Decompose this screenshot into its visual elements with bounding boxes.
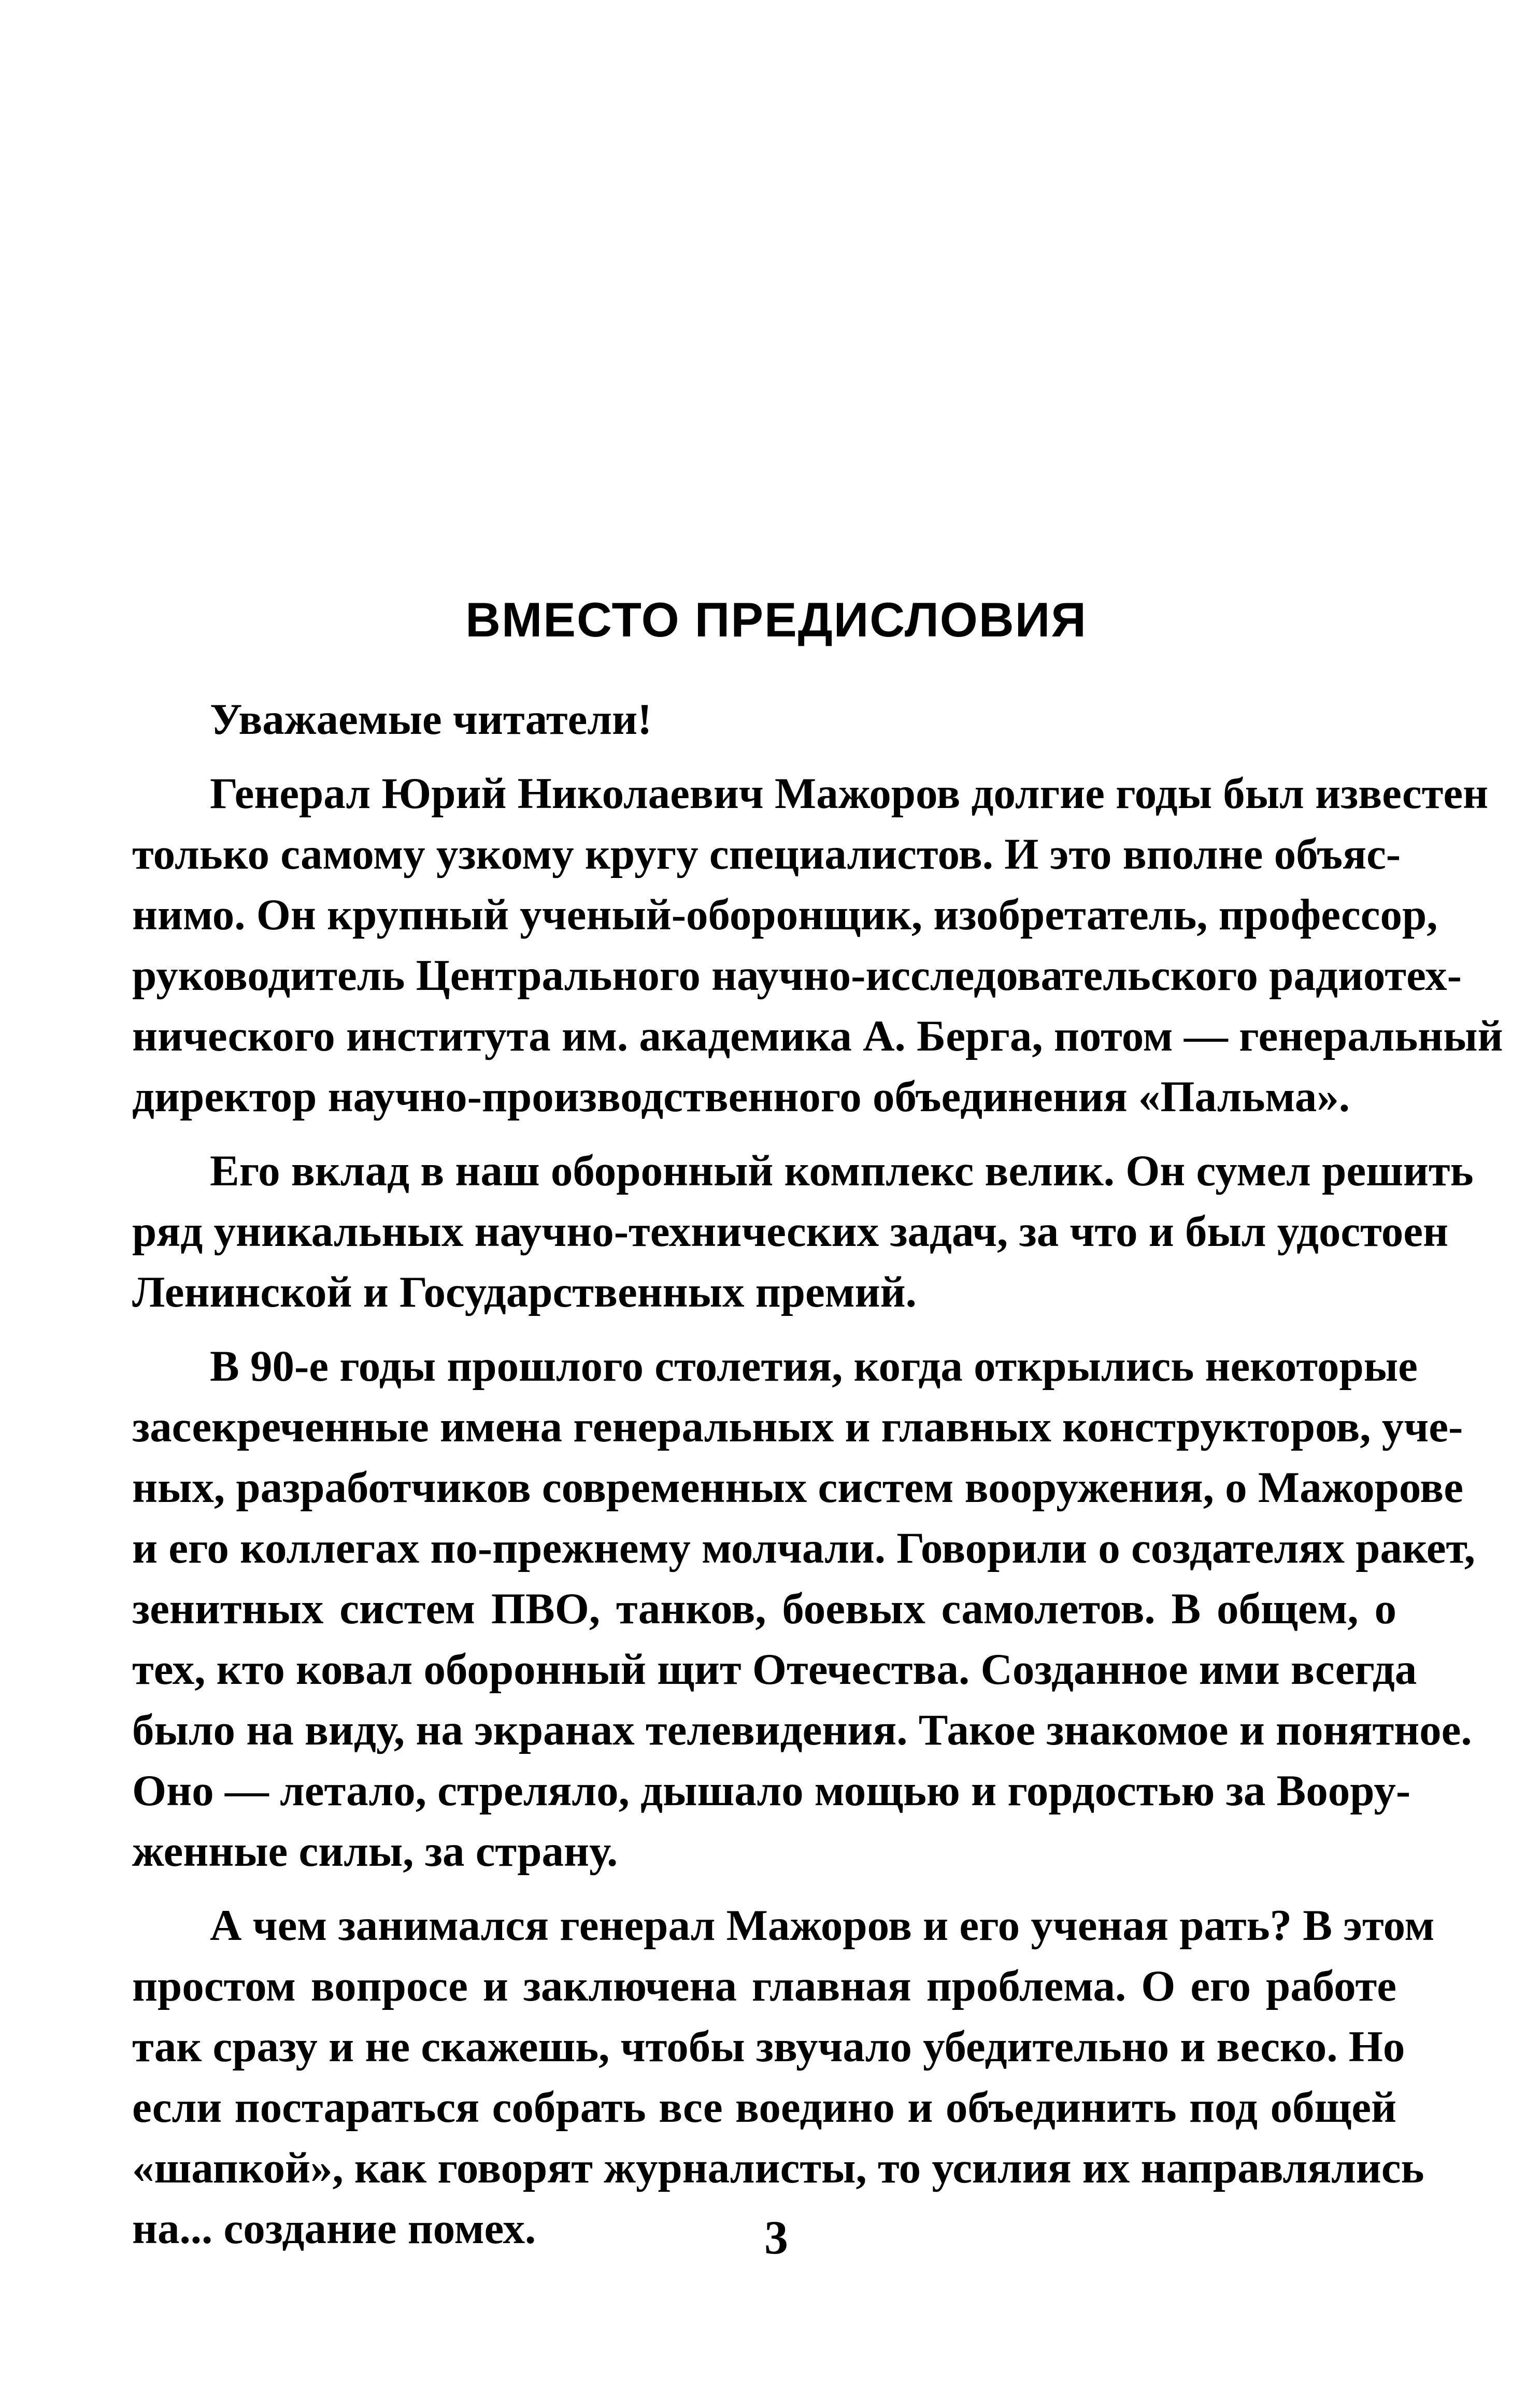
- text-line: так сразу и не скажешь, чтобы звучало убедительно и веско. Но: [132, 2022, 1405, 2071]
- text-line: В 90-е годы прошлого столетия, когда открылись некоторые: [210, 1342, 1418, 1391]
- text-line: руководитель Центрального научно-исследовательского радиотех-: [132, 951, 1462, 1000]
- text-line: если постараться собрать все воедино и объединить под общей: [132, 2083, 1396, 2132]
- text-line: Генерал Юрий Николаевич Мажоров долгие годы был известен: [210, 769, 1489, 818]
- text-line: простом вопросе и заключена главная проблема. О его работе: [132, 1962, 1396, 2010]
- text-line: А чем занимался генерал Мажоров и его ученая рать? В этом: [210, 1901, 1435, 1950]
- text-line: «шапкой», как говорят журналисты, то усилия их направлялись: [132, 2144, 1424, 2192]
- text-line: нического института им. академика А. Берга, потом — генеральный: [132, 1012, 1503, 1060]
- text-line: зенитных систем ПВО, танков, боевых самолетов. В общем, о: [132, 1584, 1396, 1633]
- text-line: Его вклад в наш оборонный комплекс велик. Он сумел решить: [210, 1146, 1474, 1195]
- text-line: тех, кто ковал оборонный щит Отечества. Созданное ими всегда: [132, 1645, 1417, 1694]
- text-line: директор научно-производственного объединения «Пальма».: [132, 1072, 1350, 1121]
- text-line: и его коллегах по-прежнему молчали. Говорили о создателях ракет,: [132, 1524, 1476, 1572]
- text-line: только самому узкому кругу специалистов. И это вполне объяс-: [132, 830, 1401, 878]
- text-line: Ленинской и Государственных премий.: [132, 1268, 917, 1316]
- paragraph-gap: [132, 1127, 1396, 1141]
- text-line: ряд уникальных научно-технических задач, за что и был удостоен: [132, 1207, 1448, 1256]
- paragraph: [132, 1336, 1476, 1882]
- paragraph-gap: [132, 1323, 1396, 1336]
- text-line: нимо. Он крупный ученый-оборонщик, изобретатель, профессор,: [132, 890, 1438, 939]
- paragraph-greeting: [132, 689, 1396, 750]
- chapter-heading: ВМЕСТО ПРЕДИСЛОВИЯ: [465, 592, 1087, 647]
- text-line: на... создание помех.: [132, 2204, 536, 2253]
- text-line: засекреченные имена генеральных и главных конструкторов, уче-: [132, 1402, 1463, 1451]
- text-line: Оно — летало, стреляло, дышало мощью и гордостью за Воору-: [132, 1766, 1411, 1815]
- body-text: [132, 689, 1503, 2259]
- paragraph: [132, 1895, 1435, 2259]
- text-line: женные силы, за страну.: [132, 1827, 618, 1876]
- page-number: 3: [764, 2211, 788, 2264]
- text-line: ных, разработчиков современных систем вооружения, о Мажорове: [132, 1463, 1463, 1512]
- text-line: было на виду, на экранах телевидения. Такое знакомое и понятное.: [132, 1706, 1472, 1754]
- paragraph-gap: [132, 750, 1396, 763]
- paragraph-gap: [132, 1882, 1396, 1895]
- text-line: Уважаемые читатели!: [210, 695, 652, 744]
- paragraph: [132, 1141, 1474, 1323]
- paragraph: [132, 763, 1503, 1127]
